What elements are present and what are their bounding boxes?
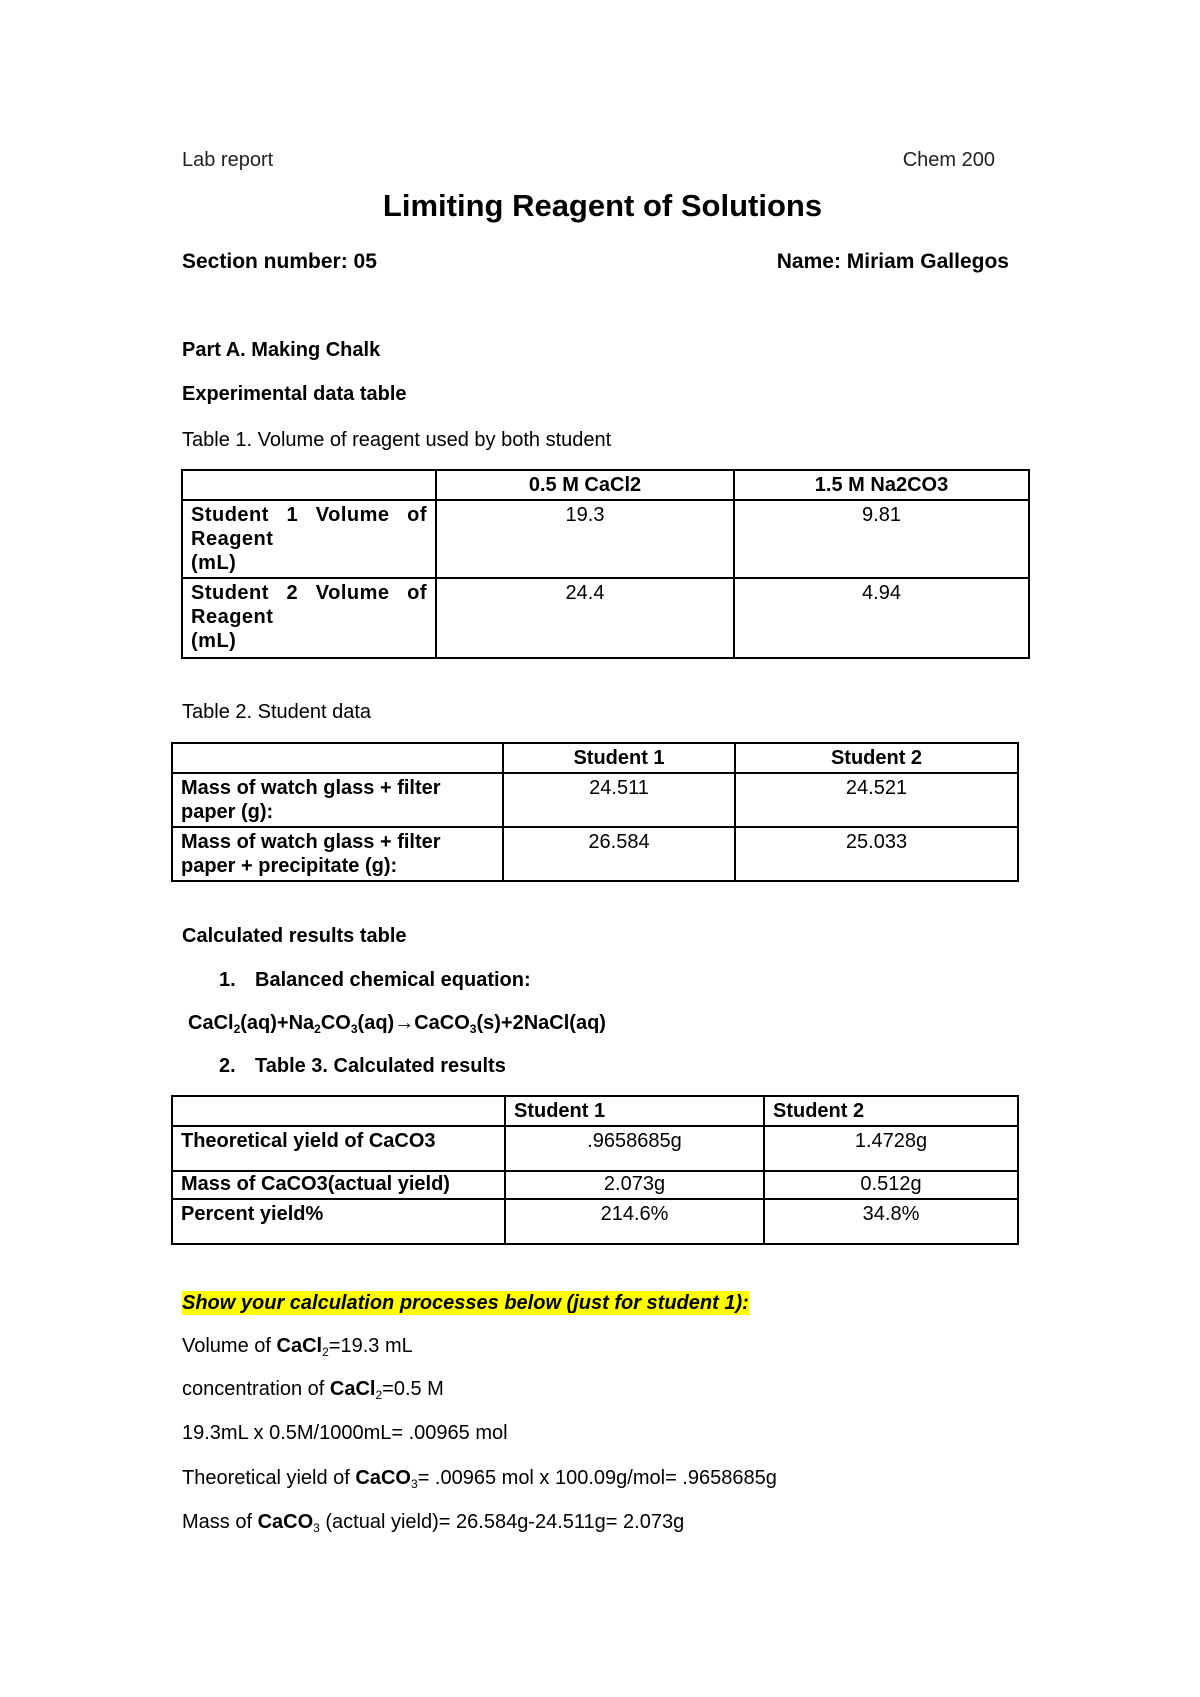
table-cell: 34.8% xyxy=(764,1199,1018,1244)
table1-caption: Table 1. Volume of reagent used by both student xyxy=(182,429,612,451)
row-label: Student 2 Volume of Reagent (mL) xyxy=(182,578,436,658)
table2 xyxy=(171,742,1019,882)
table-cell: 0.512g xyxy=(764,1171,1018,1199)
table-cell: 1.4728g xyxy=(764,1126,1018,1171)
table1 xyxy=(181,469,1030,659)
table-row xyxy=(172,1199,1018,1244)
item2-number: 2. xyxy=(219,1055,236,1077)
table-cell xyxy=(172,1096,505,1126)
table1-header-row xyxy=(182,470,1029,500)
table-row xyxy=(182,500,1029,578)
table-cell: 24.521 xyxy=(735,773,1018,827)
table-cell: 19.3 xyxy=(436,500,734,578)
calc-line-concentration: concentration of CaCl$_2$=0.5 M xyxy=(182,1378,444,1402)
table-cell: 24.4 xyxy=(436,578,734,658)
table-cell: 9.81 xyxy=(734,500,1029,578)
calc-line-actual: Mass of CaCO$_3$ (actual yield)= 26.584g-24.511g= 2.073g xyxy=(182,1511,685,1535)
student-name: Name: Miriam Gallegos xyxy=(776,250,1009,273)
header-left: Lab report xyxy=(182,149,274,171)
table-cell xyxy=(182,470,436,500)
table-header: Student 1 xyxy=(503,743,735,773)
row-label: Mass of watch glass + filter paper + precipitate (g): xyxy=(172,827,503,881)
table-cell: 26.584 xyxy=(503,827,735,881)
row-label: Student 1 Volume of Reagent (mL) xyxy=(182,500,436,578)
item1-text: Balanced chemical equation: xyxy=(255,969,531,991)
calculated-heading: Calculated results table xyxy=(182,925,407,947)
item1-number: 1. xyxy=(219,969,236,991)
table3-header-row xyxy=(172,1096,1018,1126)
table-cell: 4.94 xyxy=(734,578,1029,658)
table-header: Student 2 xyxy=(735,743,1018,773)
page-title: Limiting Reagent of Solutions xyxy=(382,188,823,223)
table-cell: 2.073g xyxy=(505,1171,764,1199)
table2-header-row xyxy=(172,743,1018,773)
table-header: 1.5 M Na2CO3 xyxy=(734,470,1029,500)
table-header: 0.5 M CaCl2 xyxy=(436,470,734,500)
table-cell xyxy=(172,743,503,773)
table-header: Student 1 xyxy=(505,1096,764,1126)
part-a-heading: Part A. Making Chalk xyxy=(182,339,381,361)
table-cell: 25.033 xyxy=(735,827,1018,881)
table-cell: 214.6% xyxy=(505,1199,764,1244)
table-row xyxy=(172,1171,1018,1199)
highlighted-instruction: Show your calculation processes below (just for student 1): xyxy=(182,1292,749,1314)
calc-line-volume: Volume of CaCl$_2$=19.3 mL xyxy=(182,1335,413,1359)
table-row xyxy=(172,1126,1018,1171)
row-label: Mass of CaCO3(actual yield) xyxy=(172,1171,505,1199)
table-row xyxy=(172,773,1018,827)
table-row xyxy=(172,827,1018,881)
table2-caption: Table 2. Student data xyxy=(182,701,372,723)
item2-text: Table 3. Calculated results xyxy=(255,1055,506,1077)
table-cell: .9658685g xyxy=(505,1126,764,1171)
row-label: Mass of watch glass + filter paper (g): xyxy=(172,773,503,827)
calc-line-moles: 19.3mL x 0.5M/1000mL= .00965 mol xyxy=(182,1422,508,1444)
experimental-heading: Experimental data table xyxy=(182,383,407,405)
table-row xyxy=(182,578,1029,658)
table-cell: 24.511 xyxy=(503,773,735,827)
chemical-equation: $CaCl_2(aq)+Na_2CO_3(aq)\to CaCO_3(s)+2NaCl(aq)$ xyxy=(188,1012,606,1036)
row-label: Theoretical yield of CaCO3 xyxy=(172,1126,505,1171)
calc-line-theoretical: Theoretical yield of CaCO$_3$= .00965 mol x 100.09g/mol= .9658685g xyxy=(182,1467,777,1491)
table3 xyxy=(171,1095,1019,1245)
row-label: Percent yield% xyxy=(172,1199,505,1244)
section-number: Section number: 05 xyxy=(182,250,377,273)
header-right: Chem 200 xyxy=(902,149,995,171)
table-header: Student 2 xyxy=(764,1096,1018,1126)
